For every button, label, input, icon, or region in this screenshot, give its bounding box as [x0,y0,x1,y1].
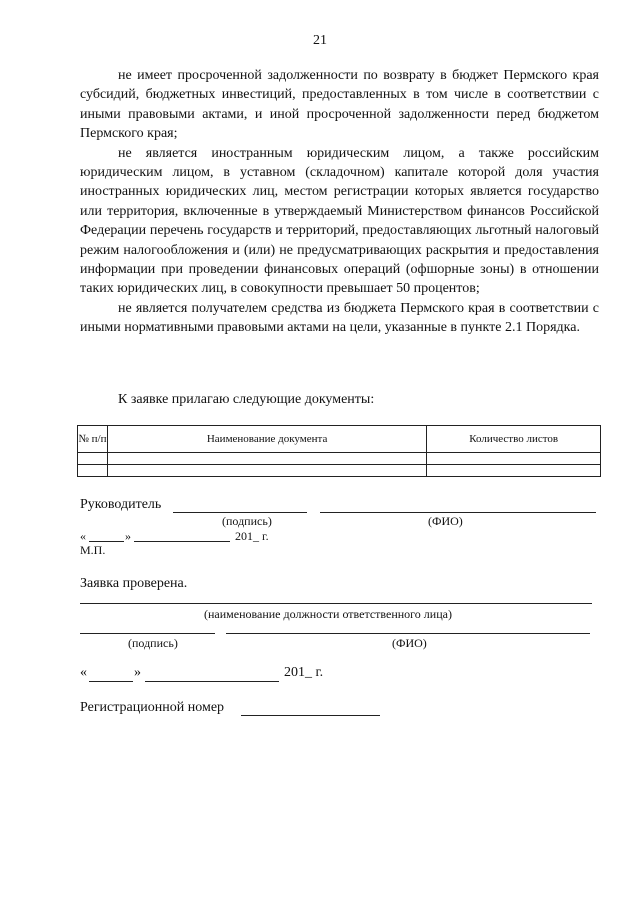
head-fio-line[interactable] [320,512,596,513]
header-page-count: Количество листов [427,426,601,453]
registration-number-line[interactable] [241,715,380,716]
verify-date-day-line[interactable] [89,681,133,682]
page-number: 21 [313,33,327,48]
verify-date-year: 201_ г. [284,665,324,680]
head-date-close-quote: » [125,529,131,543]
position-caption: (наименование должности ответственного лица) [204,607,452,621]
head-sign-caption: (подпись) [222,514,272,528]
head-date-year: 201_ г. [235,529,269,543]
paragraph-no-debt: не имеет просроченной задолженности по возврату в бюджет Пермского края субсидий, бюджетных инвестиций, предоставленных в том числе в соответствии с иными правовыми актами, и иной просроченной задолженности перед бюджетом Пермского края; [80,68,599,142]
table-row [78,465,601,477]
table-cell[interactable] [78,465,108,477]
verifier-sign-caption: (подпись) [128,636,178,650]
paragraph-not-foreign: не является иностранным юридическим лицом, а также российским юридическим лицом, в уставном (складочном) капитале которой доля участия иностранных юридических лиц, местом регистрации которых является государство или территория, включенные в утверждаемый Министерством финансов Российской Федерации перечень государств и территорий, предоставляющих льготный налоговый режим налогообложения и (или) не предусматривающих раскрытия и предоставления информации при проведении финансовых операций (офшорные зоны) в отношении таких юридических лиц, в совокупности превышает 50 процентов; [80,145,599,297]
verify-date-month-line[interactable] [145,681,279,682]
head-date-open-quote: « [80,529,86,543]
position-line[interactable] [80,603,592,604]
attachments-intro: К заявке прилагаю следующие документы: [118,392,375,407]
table-cell[interactable] [107,453,426,465]
requirements-text [80,66,599,338]
verifier-fio-caption: (ФИО) [392,636,427,650]
paragraph-not-recipient: не является получателем средства из бюджета Пермского края в соответствии с иными нормативными правовыми актами на цели, указанные в пункте 2.1 Порядка. [80,300,599,336]
table-cell[interactable] [427,453,601,465]
head-date-month-line[interactable] [134,541,230,542]
registration-label: Регистрационной номер [80,700,225,715]
head-signature-line[interactable] [173,512,307,513]
table-row [78,453,601,465]
attachments-table [77,425,601,477]
head-fio-caption: (ФИО) [428,514,463,528]
stamp-label: М.П. [80,543,106,557]
head-label: Руководитель [80,497,162,512]
verify-date-open-quote: « [80,665,87,680]
verifier-signature-line[interactable] [80,633,215,634]
table-cell[interactable] [107,465,426,477]
verifier-fio-line[interactable] [226,633,590,634]
table-header-row [78,426,601,453]
table-cell[interactable] [78,453,108,465]
verify-date-close-quote: » [134,665,141,680]
head-date-day-line[interactable] [89,541,124,542]
verification-title: Заявка проверена. [80,576,188,591]
table-cell[interactable] [427,465,601,477]
header-document-name: Наименование документа [107,426,426,453]
header-num: № п/п [78,426,108,453]
